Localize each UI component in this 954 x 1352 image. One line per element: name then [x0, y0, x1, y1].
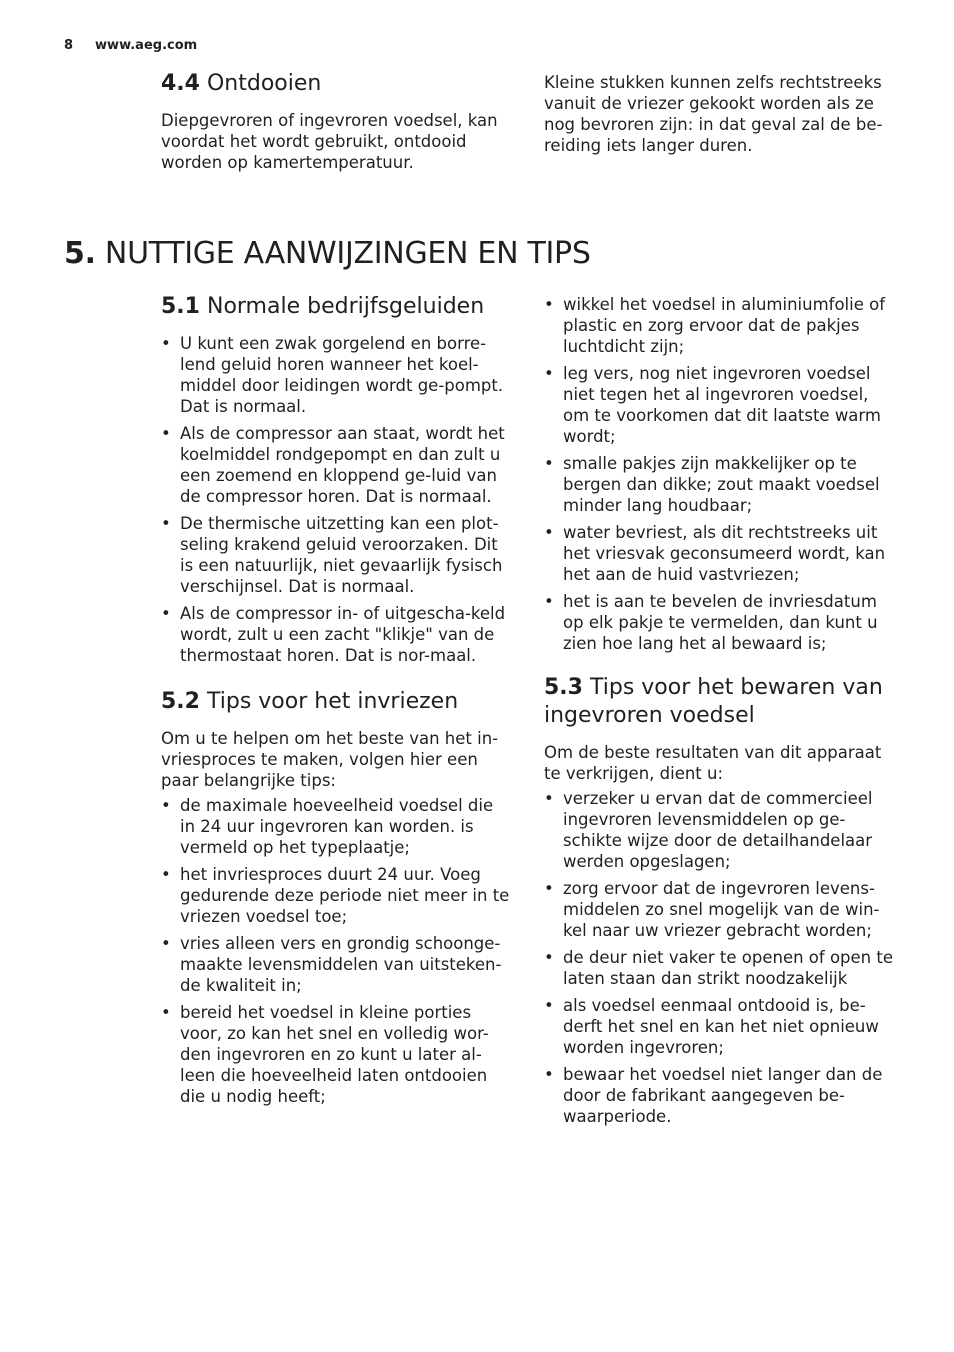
bullet-list-5-1 [161, 333, 513, 666]
chapter-number: 5. [64, 236, 96, 271]
list-item: • wikkel het voedsel in aluminiumfolie of plastic en zorg ervoor dat de pakjes luchtdicht zijn; [544, 294, 896, 357]
list-item: • zorg ervoor dat de ingevroren levens-middelen zo snel mogelijk van de win-kel naar uw vriezer gebracht worden; [544, 878, 896, 941]
intro-paragraph: Om de beste resultaten van dit apparaat te verkrijgen, dient u: [544, 743, 882, 783]
list-item: • Als de compressor aan staat, wordt het koelmiddel rondgepompt en dan zult u een zoemend en kloppend ge-luid van de compressor horen. Dat is normaal. [161, 423, 513, 507]
section-4-4-continued [544, 72, 896, 156]
list-item: • de maximale hoeveelheid voedsel die in 24 uur ingevroren kan worden. is vermeld op het typeplaatje; [161, 795, 513, 858]
section-heading-5-3 [544, 674, 896, 730]
section-title: Tips voor het bewaren van ingevroren voedsel [544, 675, 883, 728]
section-number: 5.1 [161, 294, 200, 319]
site-url: www.aeg.com [95, 38, 198, 53]
page-number: 8 [64, 38, 74, 53]
list-item: • water bevriest, als dit rechtstreeks uit het vriesvak geconsumeerd wordt, kan het aan de huid vastvriezen; [544, 522, 896, 585]
bullet-list-5-3 [544, 788, 896, 1127]
bullet-list-5-2 [161, 795, 513, 1107]
section-title: Normale bedrijfsgeluiden [206, 294, 485, 319]
list-item: • het is aan te bevelen de invriesdatum op elk pakje te vermelden, dan kunt u zien hoe lang het al bewaard is; [544, 591, 896, 654]
list-item: • bereid het voedsel in kleine porties voor, zo kan het snel en volledig wor-den ingevroren en zo kunt u later al-leen die hoeveelheid laten ontdooien die u nodig heeft; [161, 1002, 513, 1107]
section-title: Tips voor het invriezen [206, 689, 459, 714]
paragraph: Kleine stukken kunnen zelfs rechtstreeks vanuit de vriezer gekookt worden als ze nog bevroren zijn: in dat geval zal de be-reiding iets langer duren. [544, 73, 883, 155]
list-item: • leg vers, nog niet ingevroren voedsel niet tegen het al ingevroren voedsel, om te voorkomen dat dit laatste warm wordt; [544, 363, 896, 447]
section-number: 5.3 [544, 675, 583, 700]
list-item: • verzeker u ervan dat de commercieel ingevroren levensmiddelen op ge-schikte wijze door de detailhandelaar werden opgeslagen; [544, 788, 896, 872]
left-column [161, 293, 513, 1113]
list-item: • als voedsel eenmaal ontdooid is, be-derft het snel en kan het niet opnieuw worden ingevroren; [544, 995, 896, 1058]
list-item: • de deur niet vaker te openen of open te laten staan dan strikt noodzakelijk [544, 947, 896, 989]
chapter-heading [64, 236, 591, 271]
paragraph: Diepgevroren of ingevroren voedsel, kan voordat het wordt gebruikt, ontdooid worden op kamertemperatuur. [161, 111, 498, 172]
list-item: • De thermische uitzetting kan een plot-seling krakend geluid veroorzaken. Dit is een natuurlijk, niet gevaarlijk fysisch verschijnsel. Dat is normaal. [161, 513, 513, 597]
list-item: • Als de compressor in- of uitgescha-keld wordt, zult u een zacht "klikje" van de thermostaat horen. Dat is nor-maal. [161, 603, 513, 666]
section-heading-5-1 [161, 293, 513, 321]
list-item: • smalle pakjes zijn makkelijker op te bergen dan dikke; zout maakt voedsel minder lang houdbaar; [544, 453, 896, 516]
page-header [64, 38, 197, 53]
intro-paragraph: Om u te helpen om het beste van het in-vriesproces te maken, volgen hier een paar belangrijke tips: [161, 729, 499, 790]
list-item: • het invriesproces duurt 24 uur. Voeg gedurende deze periode niet meer in te vriezen voedsel toe; [161, 864, 513, 927]
section-4-4 [161, 70, 513, 173]
section-number: 4.4 [161, 71, 200, 96]
list-item: • vries alleen vers en grondig schoonge-maakte levensmiddelen van uitsteken-de kwaliteit in; [161, 933, 513, 996]
list-item: • bewaar het voedsel niet langer dan de door de fabrikant aangegeven be-waarperiode. [544, 1064, 896, 1127]
section-number: 5.2 [161, 689, 200, 714]
section-heading [161, 70, 513, 98]
bullet-list-5-2-continued [544, 294, 896, 654]
chapter-title: NUTTIGE AANWIJZINGEN EN TIPS [104, 236, 591, 271]
section-title: Ontdooien [206, 71, 322, 96]
right-column [544, 294, 896, 1133]
list-item: • U kunt een zwak gorgelend en borre-lend geluid horen wanneer het koel-middel door leidingen wordt ge-pompt. Dat is normaal. [161, 333, 513, 417]
section-heading-5-2 [161, 688, 513, 716]
